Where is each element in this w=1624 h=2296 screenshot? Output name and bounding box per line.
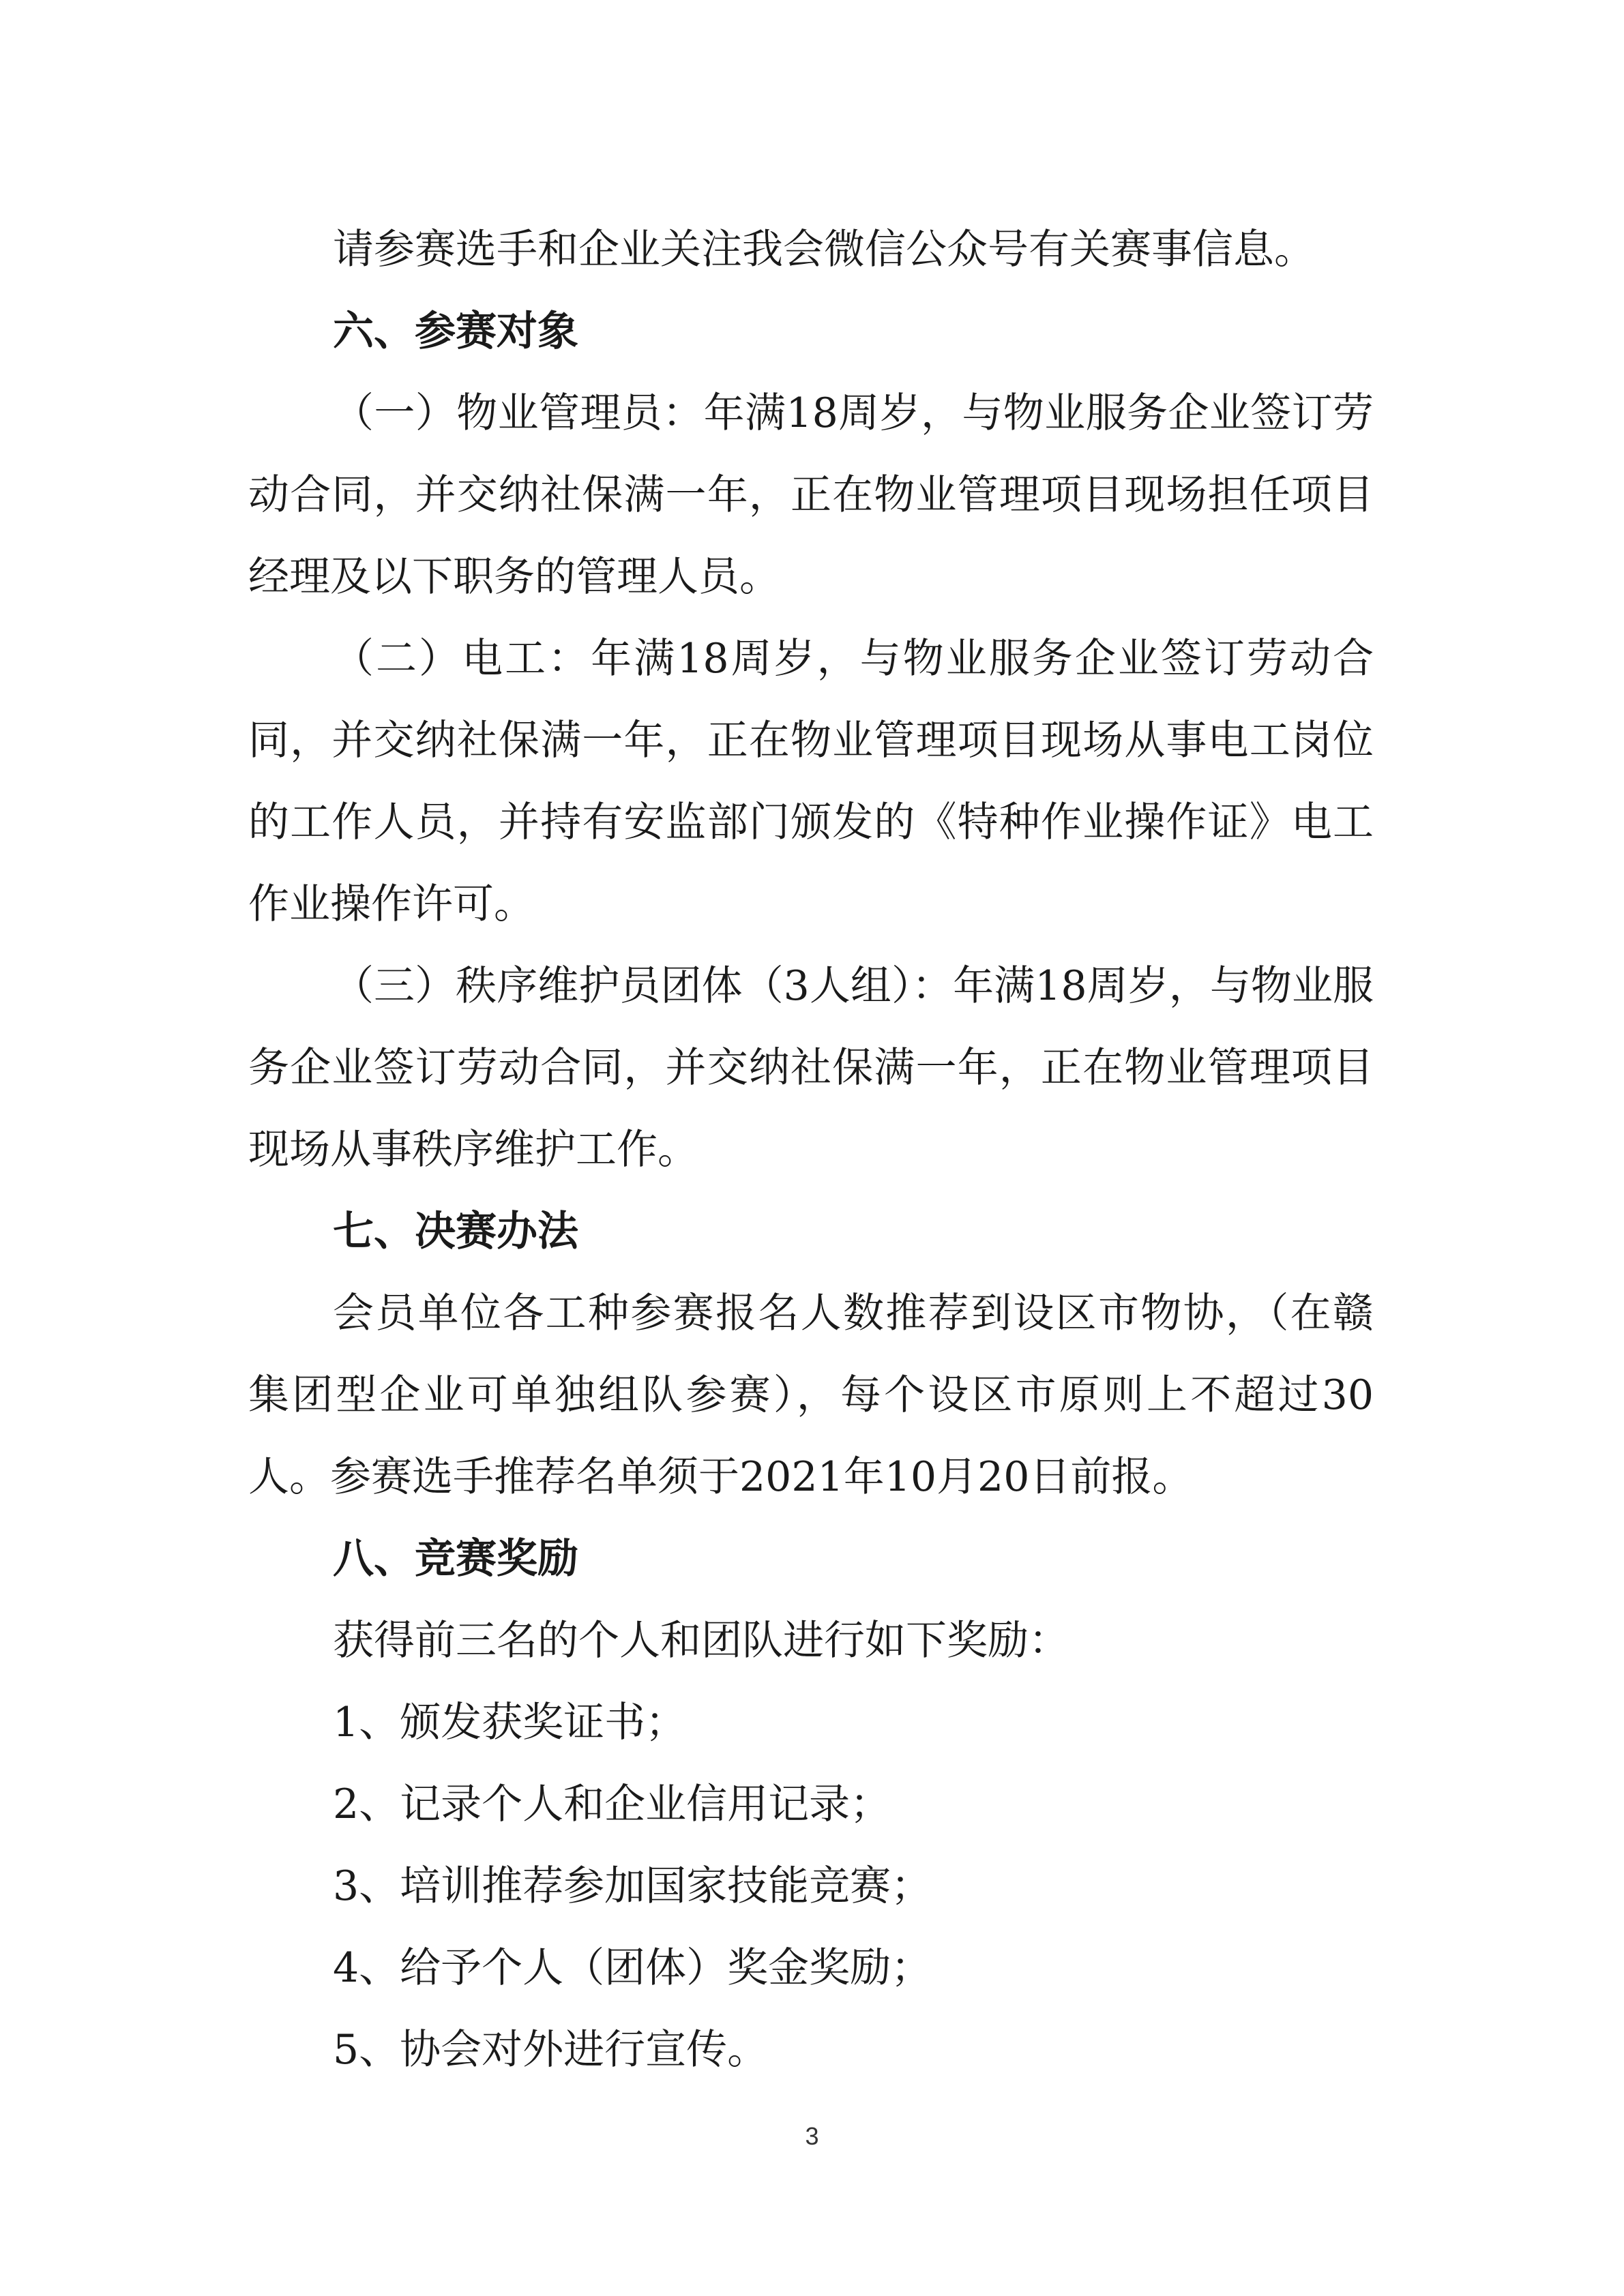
paragraph-electrician: （二）电工：年满18周岁，与物业服务企业签订劳动合同，并交纳社保满一年，正在物业管理项目现场从事电工岗位的工作人员，并持有安监部门颁发的《特种作业操作证》电工作业操作许可。 <box>248 635 1374 928</box>
document-body <box>248 209 1374 2091</box>
list-item-award-5: 5、协会对外进行宣传。 <box>333 2026 769 2074</box>
paragraph-notice: 请参赛选手和企业关注我会微信公众号有关赛事信息。 <box>333 226 1315 273</box>
list-item-award-3: 3、培训推荐参加国家技能竞赛； <box>333 1862 932 1910</box>
list-item-award-1: 1、颁发获奖证书； <box>333 1699 687 1746</box>
paragraph-security-team: （三）秩序维护员团体（3人组）：年满18周岁，与物业服务企业签订劳动合同，并交纳社保满一年，正在物业管理项目现场从事秩序维护工作。 <box>248 962 1374 1174</box>
list-item-award-2: 2、记录个人和企业信用记录； <box>333 1780 891 1828</box>
heading-final-method: 七、决赛办法 <box>333 1208 578 1255</box>
heading-awards: 八、竞赛奖励 <box>333 1535 578 1583</box>
heading-participants: 六、参赛对象 <box>333 308 578 355</box>
paragraph-final-method: 会员单位各工种参赛报名人数推荐到设区市物协，（在赣集团型企业可单独组队参赛），每个设区市原则上不超过30人。参赛选手推荐名单须于2021年10月20日前报。 <box>248 1289 1374 1501</box>
paragraph-awards-intro: 获得前三名的个人和团队进行如下奖励： <box>333 1617 1069 1665</box>
list-item-award-4: 4、给予个人（团体）奖金奖励； <box>333 1944 932 1992</box>
paragraph-property-manager: （一）物业管理员：年满18周岁，与物业服务企业签订劳动合同，并交纳社保满一年，正在物业管理项目现场担任项目经理及以下职务的管理人员。 <box>248 389 1374 601</box>
page-number: 3 <box>805 2122 819 2150</box>
